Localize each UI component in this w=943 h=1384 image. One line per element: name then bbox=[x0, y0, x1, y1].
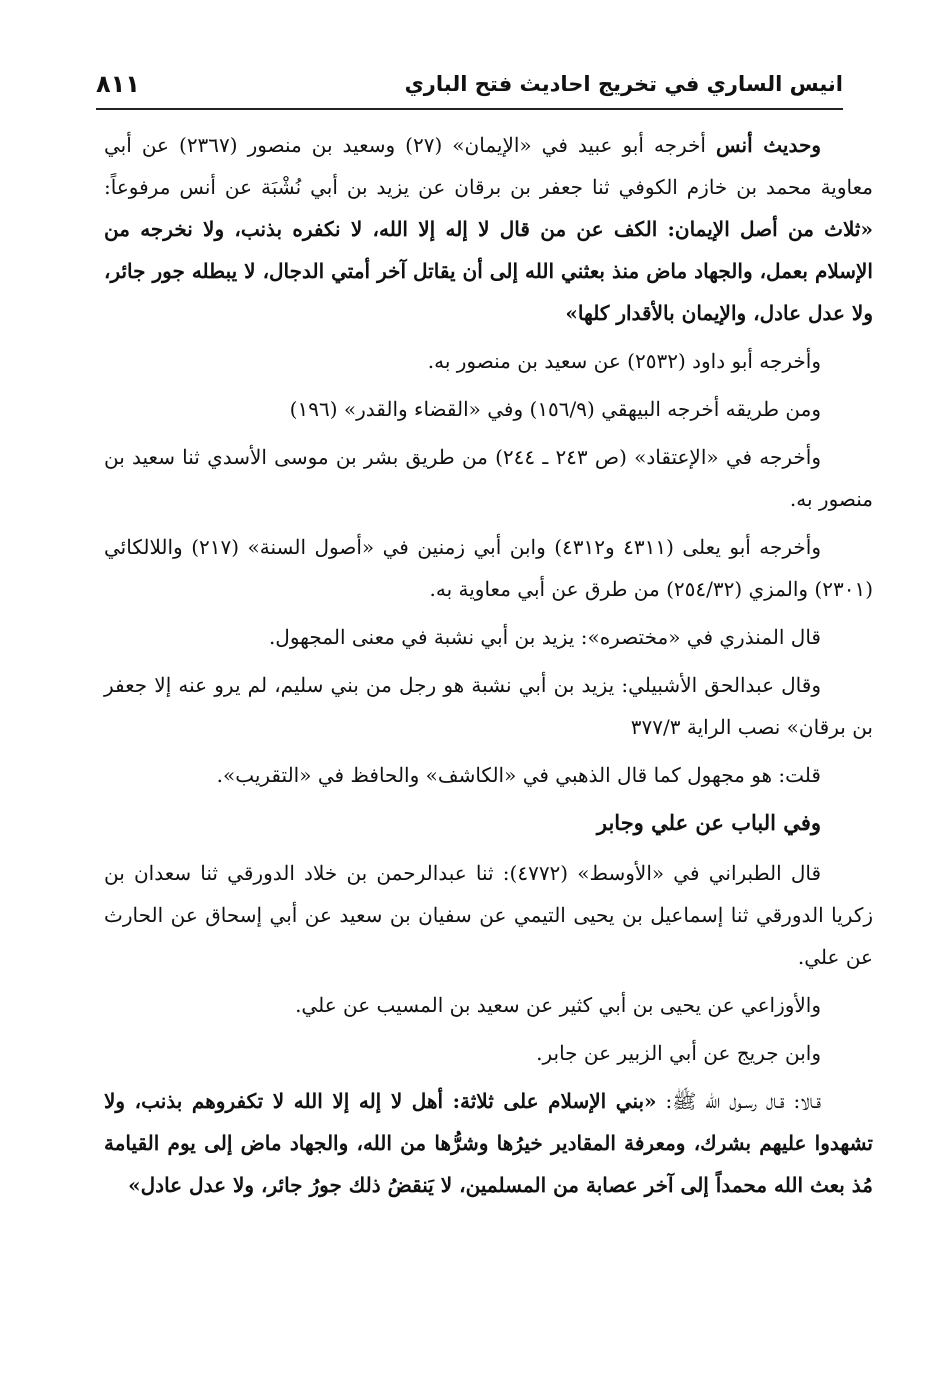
paragraph bbox=[104, 436, 873, 520]
paragraph-text: ومن طريقه أخرجه البيهقي (١٥٦/٩) وفي «القضاء والقدر» (١٩٦) bbox=[289, 397, 821, 421]
paragraph bbox=[104, 1080, 873, 1206]
running-title: انيس الساري في تخريج احاديث فتح الباري bbox=[404, 72, 843, 96]
paragraph-text: قلت: هو مجهول كما قال الذهبي في «الكاشف» والحافظ في «التقريب». bbox=[216, 763, 821, 787]
hadith-text: «بني الإسلام على ثلاثة: أهل لا إله إلا الله لا تكفروهم بذنب، ولا تشهدوا عليهم بشرك، ومعرفة المقادير خيرُها وشرُّها من الله، والجهاد ماض إلى يوم القيامة مُذ بعث الله محمداً إلى آخر عصابة من المسلمين، لا يَنقضُ ذلك جورُ جائر، ولا عدل عادل» bbox=[104, 1089, 873, 1197]
paragraph bbox=[104, 984, 873, 1026]
paragraph bbox=[104, 754, 873, 796]
paragraph bbox=[104, 526, 873, 610]
paragraph-text: والأوزاعي عن يحيى بن أبي كثير عن سعيد بن المسيب عن علي. bbox=[295, 993, 821, 1017]
paragraph-text: وأخرجه أبو داود (٢٥٣٢) عن سعيد بن منصور به. bbox=[427, 349, 821, 373]
hadith-text: «ثلاث من أصل الإيمان: الكف عن من قال لا إله إلا الله، لا نكفره بذنب، ولا نخرجه من الإسلام بعمل، والجهاد ماض منذ بعثني الله إلى أن يقاتل آخر أمتي الدجال، لا يبطله جور جائر، ولا عدل عادل، والإيمان بالأقدار كلها» bbox=[104, 217, 873, 325]
paragraph-text: وأخرجه أبو يعلى (٤٣١١ و٤٣١٢) وابن أبي زمنين في «أصول السنة» (٢١٧) واللالكائي (٢٣٠١) والمزي (٢٥٤/٣٢) من طرق عن أبي معاوية به. bbox=[104, 535, 873, 601]
paragraph-text: وقال عبدالحق الأشبيلي: يزيد بن أبي نشبة هو رجل من بني سليم، لم يرو عنه إلا جعفر بن برقان» نصب الراية ٣٧٧/٣ bbox=[104, 673, 873, 739]
paragraph-text: وأخرجه في «الإعتقاد» (ص ٢٤٣ ـ ٢٤٤) من طريق بشر بن موسى الأسدي ثنا سعيد بن منصور به. bbox=[104, 445, 873, 511]
paragraph-text: قال الطبراني في «الأوسط» (٤٧٧٢): ثنا عبدالرحمن بن خلاد الدورقي ثنا سعدان بن زكريا الدورقي ثنا إسماعيل بن يحيى التيمي عن سفيان بن سعيد عن أبي إسحاق عن الحارث عن علي. bbox=[104, 861, 873, 969]
paragraph bbox=[104, 1032, 873, 1074]
page-body bbox=[104, 124, 873, 1212]
paragraph bbox=[104, 340, 873, 382]
paragraph bbox=[104, 388, 873, 430]
paragraph bbox=[104, 616, 873, 658]
paragraph bbox=[104, 852, 873, 978]
paragraph-text: أخرجه أبو عبيد في «الإيمان» (٢٧) وسعيد بن منصور (٢٣٦٧) عن أبي معاوية محمد بن خازم الكوفي ثنا جعفر بن برقان عن يزيد بن أبي نُشْبَة عن أنس مرفوعاً: bbox=[104, 133, 873, 199]
paragraph-text: قال المنذري في «مختصره»: يزيد بن أبي نشبة في معنى المجهول. bbox=[268, 625, 821, 649]
paragraph-text: قـالا: قـال رسـول الله ﷺ: bbox=[656, 1089, 821, 1113]
paragraph-text: وابن جريج عن أبي الزبير عن جابر. bbox=[536, 1041, 821, 1065]
paragraph-intro: وحديث bbox=[752, 133, 821, 157]
page-header bbox=[96, 68, 843, 110]
paragraph bbox=[104, 664, 873, 748]
page-number: ٨١١ bbox=[96, 70, 140, 98]
section-heading: وفي الباب عن علي وجابر bbox=[596, 810, 821, 835]
narrator-name: أنس bbox=[716, 133, 753, 157]
paragraph bbox=[104, 124, 873, 334]
